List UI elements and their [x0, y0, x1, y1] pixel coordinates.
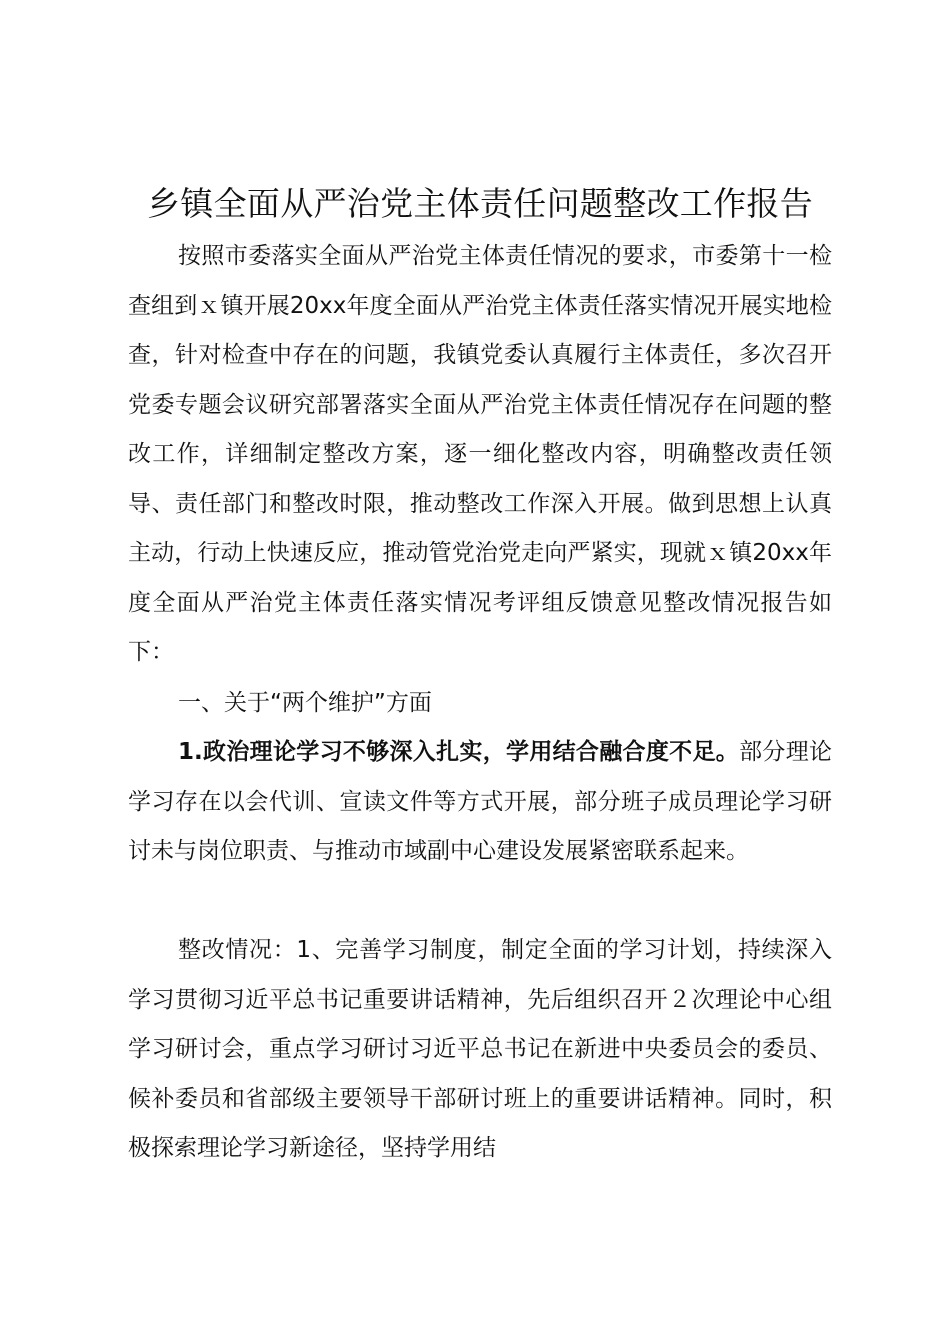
rectification-paragraph: 整改情况：1、完善学习制度，制定全面的学习计划，持续深入学习贯彻习近平总书记重要讲话精神，先后组织召开２次理论中心组学习研讨会，重点学习研讨习近平总书记在新进中央委员会的委员、候补委员和省部级主要领导干部研讨班上的重要讲话精神。同时，积极探索理论学习新途径，坚持学用结	[128, 937, 832, 1161]
rectification-paragraph-block	[128, 926, 832, 1174]
document-title: 乡镇全面从严治党主体责任问题整改工作报告	[147, 184, 813, 223]
issue-paragraph-block	[128, 728, 832, 877]
section-heading-block	[128, 679, 832, 729]
intro-paragraph: 按照市委落实全面从严治党主体责任情况的要求，市委第十一检查组到ｘ镇开展20xx年度全面从严治党主体责任落实情况开展实地检查，针对检查中存在的问题，我镇党委认真履行主体责任，多次召开党委专题会议研究部署落实全面从严治党主体责任情况存在问题的整改工作，详细制定整改方案，逐一细化整改内容，明确整改责任领导、责任部门和整改时限，推动整改工作深入开展。做到思想上认真主动，行动上快速反应，推动管党治党走向严紧实，现就ｘ镇20xx年度全面从严治党主体责任落实情况考评组反馈意见整改情况报告如下：	[128, 243, 832, 665]
issue-body: 部分理论学习存在以会代训、宣读文件等方式开展，部分班子成员理论学习研讨未与岗位职责、与推动市域副中心建设发展紧密联系起来。	[128, 739, 832, 864]
issue-paragraph	[128, 728, 832, 877]
issue-lead: 1.政治理论学习不够深入扎实，学用结合融合度不足。	[178, 739, 740, 765]
intro-paragraph-block	[128, 232, 832, 678]
section-heading: 一、关于“两个维护”方面	[178, 690, 432, 716]
